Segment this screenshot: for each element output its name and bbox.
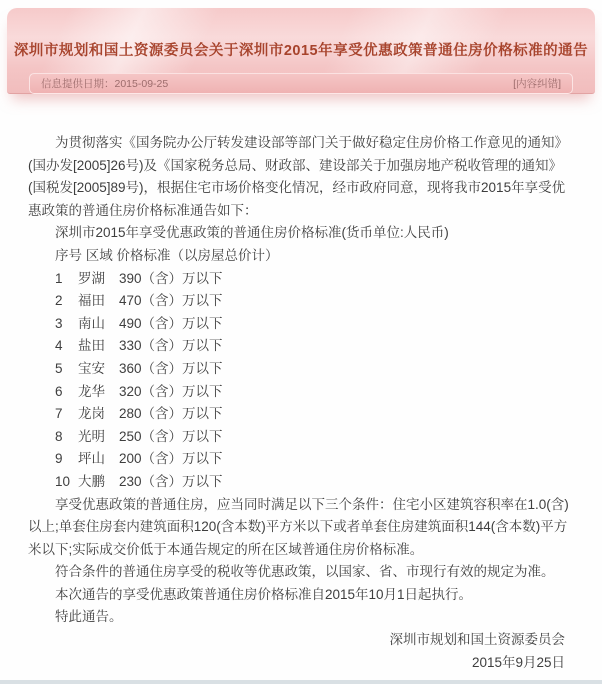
- issue-date: 2015年9月25日: [471, 654, 565, 670]
- table-row: [55, 290, 575, 313]
- row-no: 9: [55, 451, 63, 467]
- row-district: 福田: [78, 293, 105, 309]
- notice-banner: [7, 8, 595, 94]
- row-price: 320（含）万以下: [119, 383, 223, 399]
- row-no: 2: [55, 293, 63, 309]
- row-district: 龙华: [78, 383, 105, 399]
- row-price: 250（含）万以下: [119, 428, 223, 444]
- row-price: 470（含）万以下: [119, 293, 223, 309]
- info-date-label: 信息提供日期：: [41, 78, 115, 90]
- row-no: 6: [55, 383, 63, 399]
- table-row: [55, 335, 575, 358]
- table-row: [55, 381, 575, 404]
- row-price: 360（含）万以下: [119, 360, 223, 376]
- bottom-divider: [0, 680, 602, 684]
- row-district: 罗湖: [78, 270, 105, 286]
- table-row: [55, 358, 575, 381]
- table-row: [55, 268, 575, 291]
- notice-body: [0, 94, 602, 674]
- table-row: [55, 403, 575, 426]
- row-district: 盐田: [78, 338, 105, 354]
- price-table: [55, 268, 575, 494]
- price-table-header: 序号 区域 价格标准（以房屋总价计）: [55, 247, 279, 263]
- row-no: 3: [55, 315, 63, 331]
- signature-block: [28, 629, 575, 674]
- row-no: 4: [55, 338, 63, 354]
- effective-date-paragraph: 本次通告的享受优惠政策普通住房价格标准自2015年10月1日起执行。: [55, 586, 473, 602]
- row-district: 宝安: [78, 360, 105, 376]
- row-price: 330（含）万以下: [119, 338, 223, 354]
- issuing-authority: 深圳市规划和国土资源委员会: [389, 632, 565, 648]
- row-district: 南山: [78, 315, 105, 331]
- row-district: 大鹏: [78, 473, 105, 489]
- conditions-paragraph: 享受优惠政策的普通住房，应当同时满足以下三个条件：住宅小区建筑容积率在1.0(含)以上;单套住房套内建筑面积120(含本数)平方米以下或者单套住房建筑面积144(含本数)平方米以下;实际成交价低于本通告规定的所在区域普通住房价格标准。: [28, 496, 569, 557]
- content-correction-link[interactable]: [内容纠错]: [513, 78, 561, 90]
- page-title: 深圳市规划和国土资源委员会关于深圳市2015年享受优惠政策普通住房价格标准的通告: [13, 43, 589, 59]
- row-no: 7: [55, 406, 63, 422]
- table-row: [55, 448, 575, 471]
- intro-paragraph: 为贯彻落实《国务院办公厅转发建设部等部门关于做好稳定住房价格工作意见的通知》(国办发[2005]26号)及《国家税务总局、财政部、建设部关于加强房地产税收管理的通知》(国税发[2005]89号)，根据住宅市场价格变化情况，经市政府同意，现将我市2015年享受优惠政策的普通住房价格标准通告如下：: [28, 135, 568, 218]
- table-row: [55, 471, 575, 494]
- row-district: 光明: [78, 428, 105, 444]
- tax-policy-paragraph: 符合条件的普通住房享受的税收等优惠政策，以国家、省、市现行有效的规定为准。: [55, 564, 555, 580]
- table-row: [55, 426, 575, 449]
- info-date: [41, 76, 168, 91]
- row-district: 坪山: [78, 451, 105, 467]
- row-price: 390（含）万以下: [119, 270, 223, 286]
- table-row: [55, 313, 575, 336]
- info-bar: [29, 73, 573, 94]
- row-no: 8: [55, 428, 63, 444]
- info-date-value: 2015-09-25: [114, 78, 169, 90]
- closing-paragraph: 特此通告。: [55, 609, 123, 625]
- row-no: 1: [55, 270, 63, 286]
- row-price: 490（含）万以下: [119, 315, 223, 331]
- row-price: 230（含）万以下: [119, 473, 223, 489]
- standards-heading: 深圳市2015年享受优惠政策的普通住房价格标准(货币单位:人民币): [55, 225, 449, 241]
- row-no: 5: [55, 360, 63, 376]
- row-no: 10: [55, 473, 71, 489]
- row-price: 200（含）万以下: [119, 451, 223, 467]
- row-district: 龙岗: [78, 406, 105, 422]
- row-price: 280（含）万以下: [119, 406, 223, 422]
